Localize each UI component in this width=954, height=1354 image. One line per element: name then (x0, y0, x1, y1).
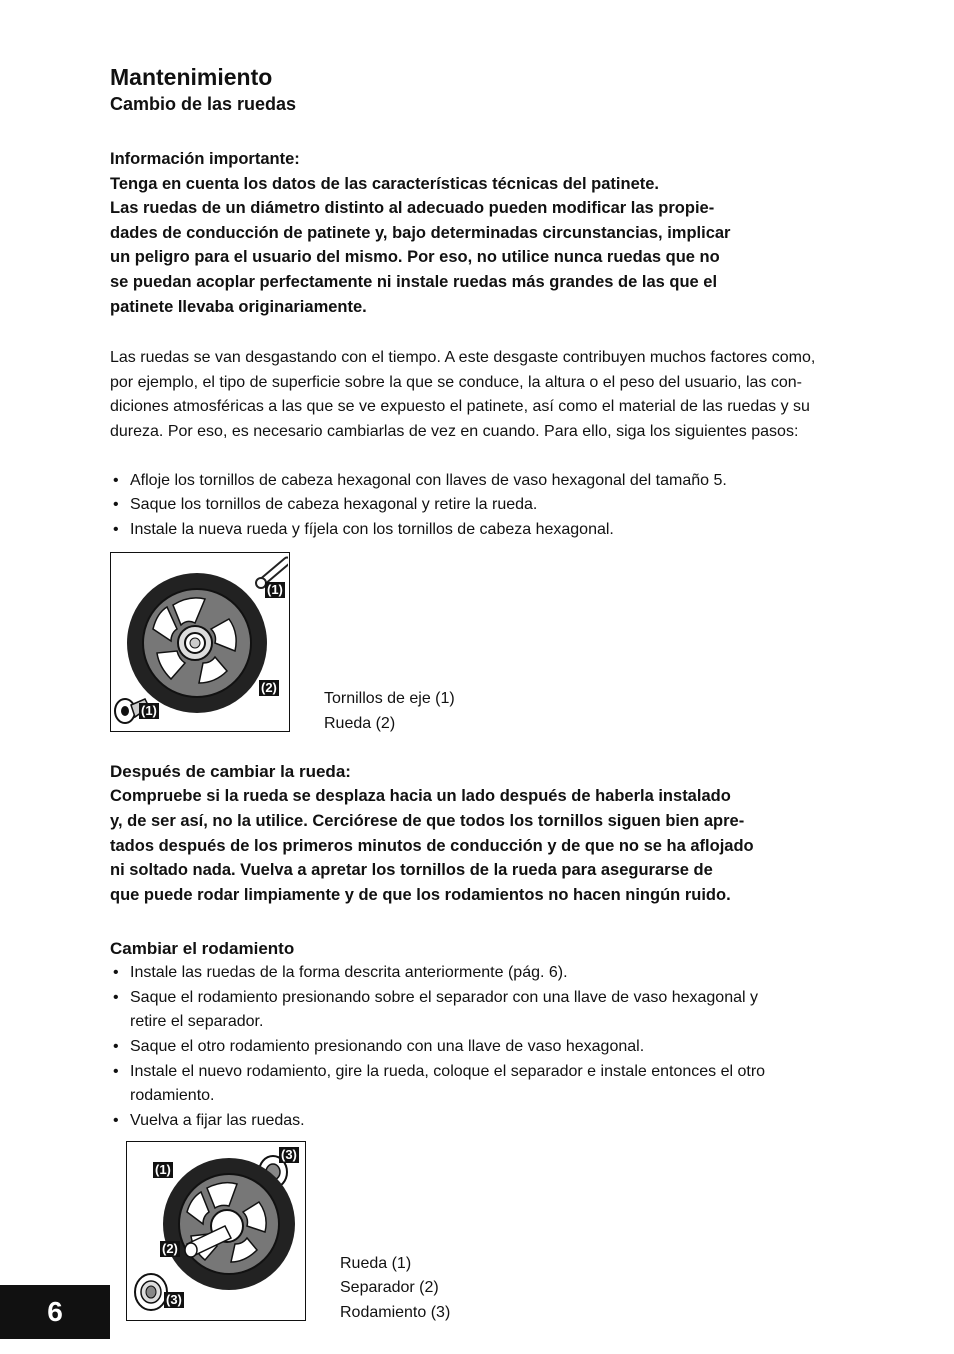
legend-item: Rueda (1) (340, 1254, 412, 1272)
list-item: • Instale el nuevo rodamiento, gire la rueda, coloque el separador e instale entonces el otro rodamiento. (110, 1060, 900, 1109)
important-line: Tenga en cuenta los datos de las características técnicas del patinete. (110, 174, 659, 193)
important-line: se puedan acoplar perfectamente ni instale ruedas más grandes de las que el (110, 272, 718, 291)
list-item: • Saque el otro rodamiento presionando con una llave de vaso hexagonal. (110, 1035, 900, 1060)
bearing-heading: Cambiar el rodamiento (110, 939, 295, 959)
after-change-section (110, 760, 900, 907)
callout-label: (1) (141, 703, 157, 719)
intro-paragraph (110, 346, 900, 444)
figure-bearing (126, 1141, 306, 1321)
wheel-steps-list (110, 469, 900, 543)
important-line: dades de conducción de patinete y, bajo determinadas circunstancias, implicar (110, 223, 731, 242)
list-item: • Instale las ruedas de la forma descrita anteriormente (pág. 6). (110, 961, 900, 986)
list-item: • Saque el rodamiento presionando sobre el separador con una llave de vaso hexagonal y retire el separador. (110, 986, 900, 1035)
legend-item: Tornillos de eje (1) (324, 690, 455, 708)
important-line: Las ruedas de un diámetro distinto al adecuado pueden modificar las propie- (110, 199, 715, 218)
intro-line: dureza. Por eso, es necesario cambiarlas de vez en cuando. Para ello, siga los siguientes pasos: (110, 422, 799, 440)
page-title: Mantenimiento (110, 64, 273, 90)
figure-wheel (110, 552, 290, 732)
figure-bearing-row (126, 1141, 900, 1321)
list-item: • Vuelva a fijar las ruedas. (110, 1109, 900, 1134)
intro-line: Las ruedas se van desgastando con el tiempo. A este desgaste contribuyen muchos factores como, (110, 349, 816, 367)
callout-label: (1) (155, 1162, 171, 1178)
important-heading: Información importante: (110, 150, 300, 168)
after-line: ni soltado nada. Vuelva a apretar los tornillos de la rueda para asegurarse de (110, 861, 713, 880)
after-line: tados después de los primeros minutos de conducción y de que no se ha aflojado (110, 836, 754, 855)
intro-line: diciones atmosféricas a las que se ve expuesto el patinete, así como el material de las ruedas y su (110, 398, 810, 416)
wheel-illustration (111, 553, 288, 730)
after-line: que puede rodar limpiamente y de que los rodamientos no hacen ningún ruido. (110, 885, 731, 904)
figure-wheel-legend (324, 687, 455, 736)
section-title: Cambio de las ruedas (110, 94, 297, 114)
bearing-icon (135, 1274, 167, 1310)
after-heading: Después de cambiar la rueda: (110, 762, 351, 782)
callout-label: (3) (281, 1147, 297, 1163)
list-item: • Saque los tornillos de cabeza hexagonal y retire la rueda. (110, 493, 900, 518)
figure-wheel-row (110, 552, 900, 732)
figure-bearing-legend (340, 1252, 450, 1326)
important-line: patinete llevaba originariamente. (110, 297, 367, 316)
after-line: Compruebe si la rueda se desplaza hacia un lado después de haberla instalado (110, 787, 731, 806)
legend-item: Rueda (2) (324, 714, 396, 732)
important-line: un peligro para el usuario del mismo. Por eso, no utilice nunca ruedas que no (110, 248, 720, 267)
page-number: 6 (0, 1285, 110, 1339)
legend-item: Separador (2) (340, 1279, 439, 1297)
callout-label: (2) (162, 1241, 178, 1257)
callout-label: (3) (166, 1292, 182, 1308)
after-line: y, de ser así, no la utilice. Cerciórese de que todos los tornillos siguen bien apre- (110, 811, 745, 830)
callout-label: (1) (267, 582, 283, 598)
page-content (110, 62, 900, 1321)
intro-line: por ejemplo, el tipo de superficie sobre la que se conduce, la altura o el peso del usuario, las con- (110, 373, 802, 391)
bearing-steps-list (110, 961, 900, 1133)
list-item: • Afloje los tornillos de cabeza hexagonal con llaves de vaso hexagonal del tamaño 5. (110, 469, 900, 494)
legend-item: Rodamiento (3) (340, 1303, 451, 1321)
callout-label: (2) (261, 680, 277, 696)
important-notice (110, 147, 900, 319)
list-item: • Instale la nueva rueda y fíjela con los tornillos de cabeza hexagonal. (110, 518, 900, 543)
bearing-section (110, 937, 900, 1133)
